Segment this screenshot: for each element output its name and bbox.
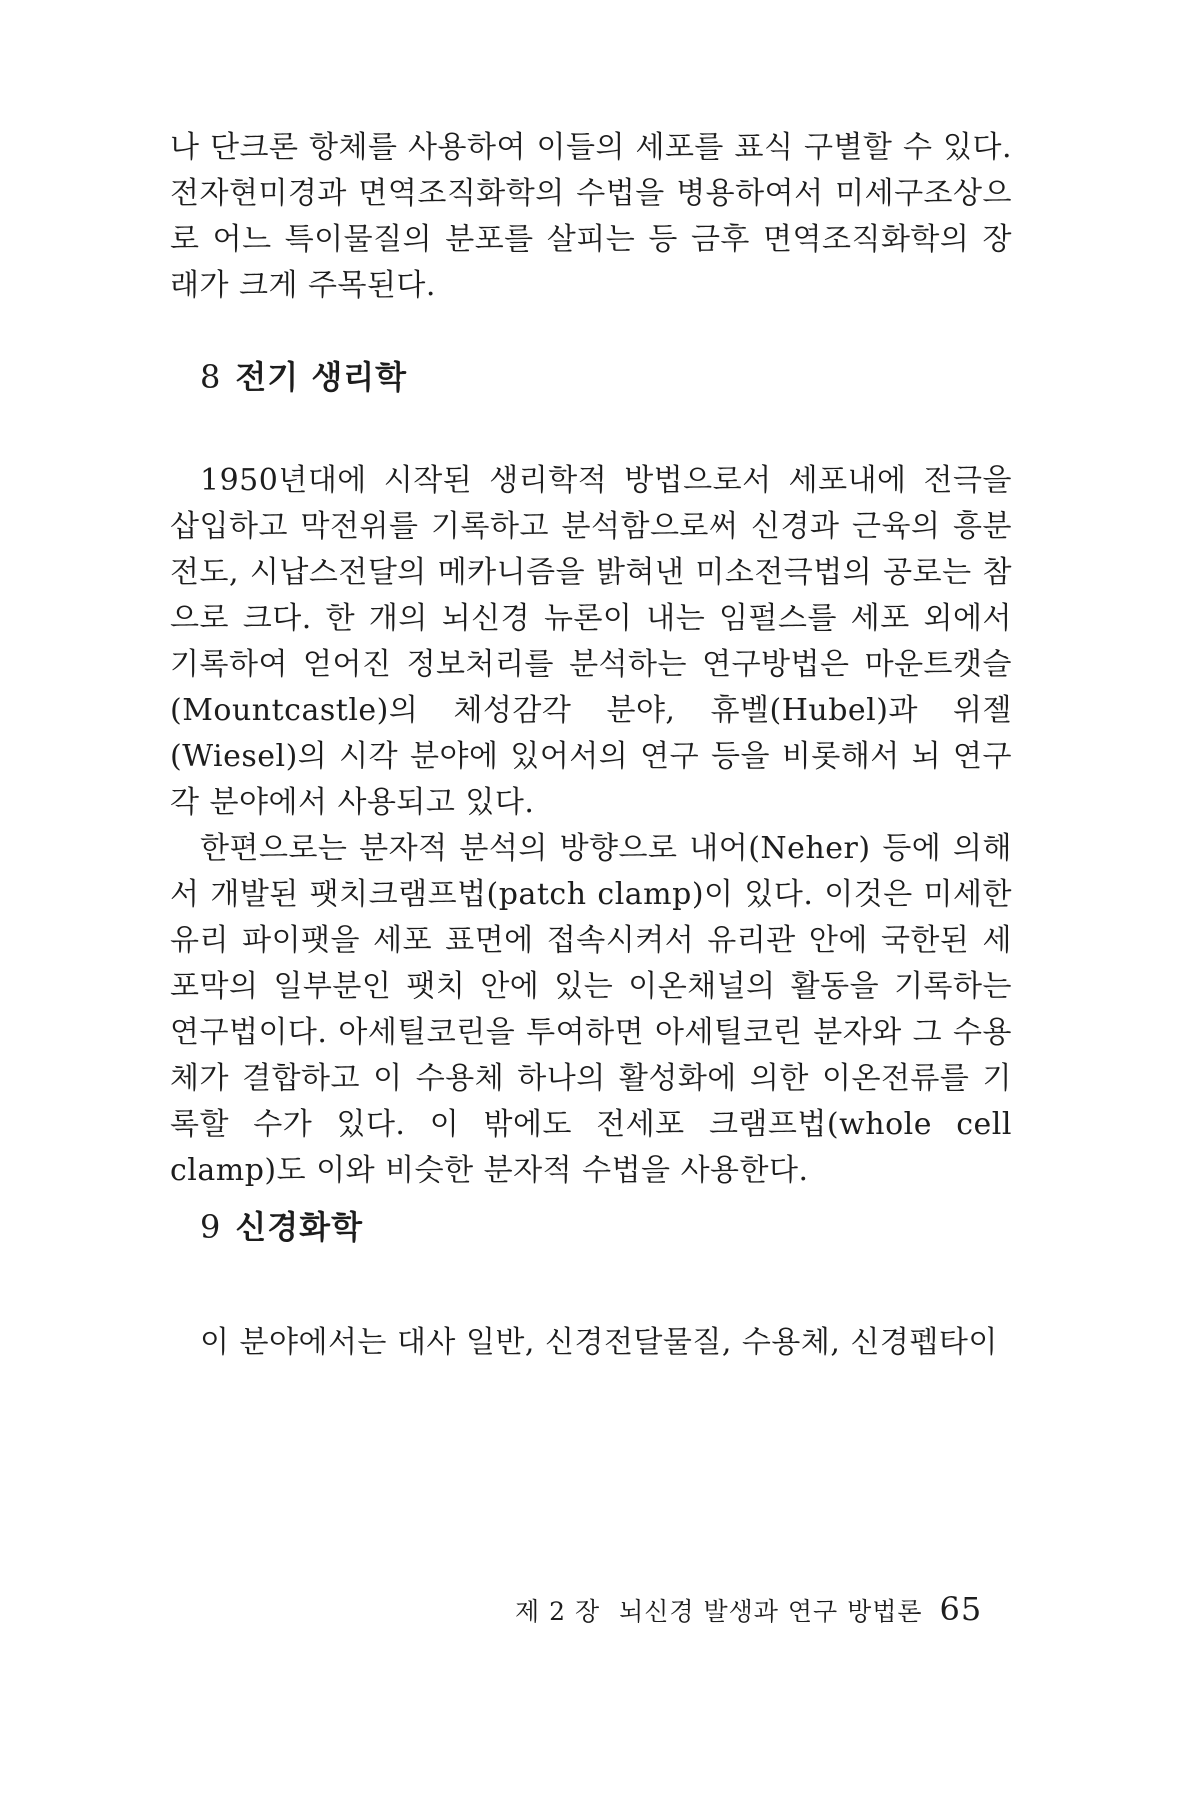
footer-chapter: 제 2 장 bbox=[515, 1597, 601, 1626]
section-8-title: 전기 생리학 bbox=[235, 358, 408, 396]
page-number: 65 bbox=[939, 1590, 983, 1628]
section-8-heading bbox=[200, 352, 407, 398]
section-9-paragraph-1: 이 분야에서는 대사 일반, 신경전달물질, 수용체, 신경펩타이 bbox=[200, 1325, 998, 1360]
intro-paragraph: 나 단크론 항체를 사용하여 이들의 세포를 표식 구별할 수 있다. 전자현미경과 면역조직화학의 수법을 병용하여서 미세구조상으로 어느 특이물질의 분포를 살피는 등 금후 면역조직화학의 장래가 크게 주목된다. bbox=[170, 130, 1012, 303]
section-8-number: 8 bbox=[200, 358, 222, 396]
section-9-number: 9 bbox=[200, 1208, 222, 1246]
section-9-heading bbox=[200, 1202, 363, 1248]
section-8-paragraph-1: 1950년대에 시작된 생리학적 방법으로서 세포내에 전극을 삽입하고 막전위를 기록하고 분석함으로써 신경과 근육의 흥분전도, 시납스전달의 메카니즘을 밝혀낸 미소전극법의 공로는 참으로 크다. 한 개의 뇌신경 뉴론이 내는 임펄스를 세포 외에서 기록하여 얻어진 정보처리를 분석하는 연구방법은 마운트캣슬(Mountcastle)의 체성감각 분야, 휴벨(Hubel)과 위젤(Wiesel)의 시각 분야에 있어서의 연구 등을 비롯해서 뇌 연구 각 분야에서 사용되고 있다. bbox=[170, 463, 1012, 820]
page-footer bbox=[515, 1590, 982, 1628]
section-8-paragraph-2: 한편으로는 분자적 분석의 방향으로 내어(Neher) 등에 의해서 개발된 팻치크램프법(patch clamp)이 있다. 이것은 미세한 유리 파이팻을 세포 표면에 접속시켜서 유리관 안에 국한된 세포막의 일부분인 팻치 안에 있는 이온채널의 활동을 기록하는 연구법이다. 아세틸코린을 투여하면 아세틸코린 분자와 그 수용체가 결합하고 이 수용체 하나의 활성화에 의한 이온전류를 기록할 수가 있다. 이 밖에도 전세포 크램프법(whole cell clamp)도 이와 비슷한 분자적 수법을 사용한다. bbox=[170, 831, 1012, 1188]
footer-title: 뇌신경 발생과 연구 방법론 bbox=[619, 1597, 923, 1626]
section-9-title: 신경화학 bbox=[235, 1208, 364, 1246]
